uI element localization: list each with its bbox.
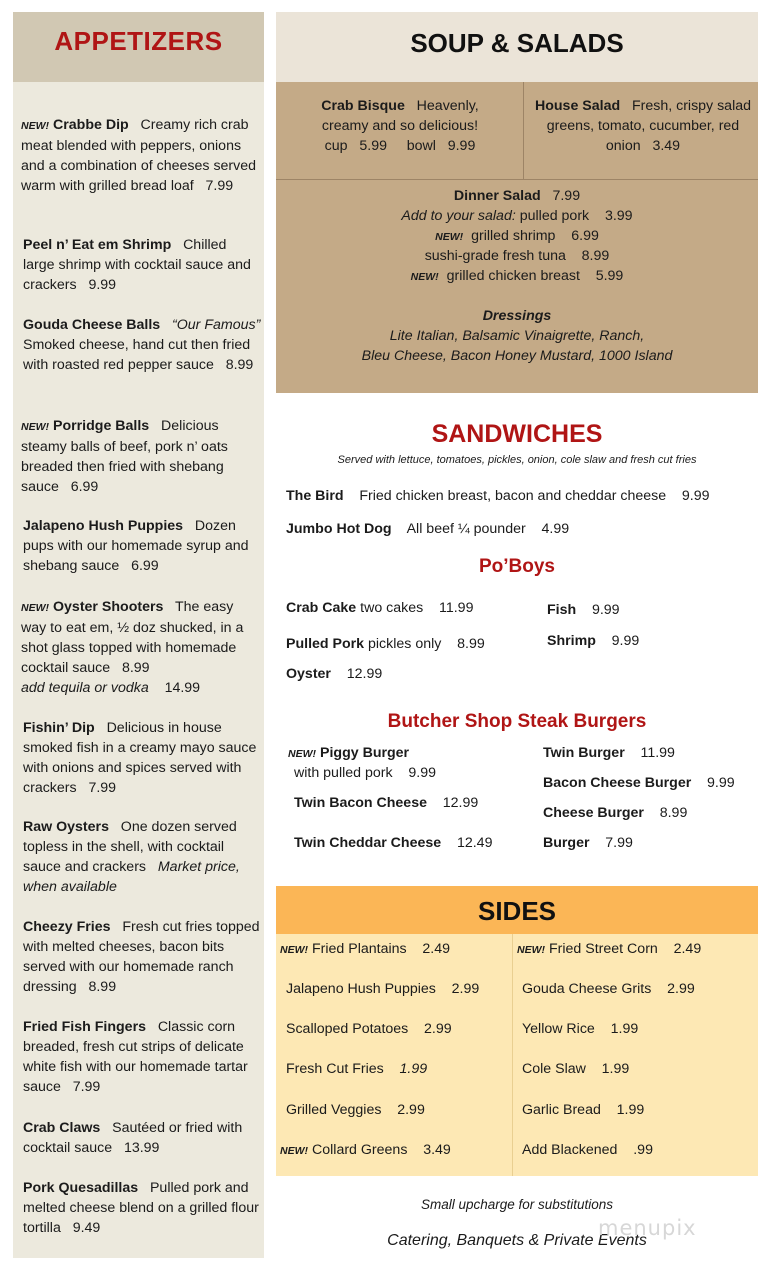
burger-item bbox=[294, 833, 492, 853]
poboy-item bbox=[547, 631, 639, 651]
burger-item bbox=[288, 743, 409, 764]
item-price: 9.99 bbox=[88, 277, 117, 293]
item-price: 9.99 bbox=[707, 775, 735, 791]
menu-item bbox=[23, 1118, 261, 1158]
appetizers-header bbox=[13, 12, 264, 82]
item-name: Crab Cake bbox=[286, 600, 357, 616]
new-badge: NEW! bbox=[435, 231, 464, 243]
addon-name: pulled pork bbox=[519, 208, 590, 224]
item-name: Fried Plantains bbox=[312, 941, 407, 957]
item-name: Crab Bisque bbox=[321, 98, 405, 114]
burger-item bbox=[543, 743, 675, 763]
item-description: Chilled large shrimp with cocktail sauce and crackers bbox=[23, 237, 251, 293]
new-badge: NEW! bbox=[21, 120, 49, 132]
addon-name: grilled shrimp bbox=[471, 228, 556, 244]
side-item bbox=[522, 1059, 629, 1079]
item-price: 12.99 bbox=[442, 795, 479, 811]
item-name: The Bird bbox=[286, 488, 344, 504]
item-name: Twin Burger bbox=[543, 745, 625, 761]
poboy-item bbox=[286, 598, 473, 618]
item-price: 2.99 bbox=[451, 981, 480, 997]
item-description: Pulled pork and melted cheese blend on a grilled flour tortilla bbox=[23, 1180, 259, 1236]
watermark: menupix bbox=[598, 1216, 697, 1240]
item-name: Raw Oysters bbox=[23, 819, 109, 835]
substitution-note: Small upcharge for substitutions bbox=[420, 1197, 614, 1212]
item-price: 2.49 bbox=[422, 941, 451, 957]
soup-salads-section bbox=[276, 12, 758, 393]
side-item bbox=[280, 1140, 451, 1161]
sandwiches-subtitle: Served with lettuce, tomatoes, pickles, onion, cole slaw and fresh cut fries bbox=[337, 454, 697, 466]
crab-bisque-item bbox=[302, 96, 498, 156]
side-item bbox=[286, 1019, 452, 1039]
item-price: 1.99 bbox=[601, 1061, 630, 1077]
new-badge: NEW! bbox=[21, 602, 49, 614]
item-price: 8.99 bbox=[88, 979, 117, 995]
item-description: Fresh cut fries topped with melted cheeses, bacon bits served with our homemade ranch dressing bbox=[23, 919, 260, 995]
addon-price: 3.99 bbox=[604, 208, 633, 224]
item-description: Fresh, crispy salad greens, tomato, cucumber, red onion bbox=[546, 98, 752, 154]
item-name: Jumbo Hot Dog bbox=[286, 521, 392, 537]
item-price: 2.49 bbox=[673, 941, 702, 957]
item-name: Cheezy Fries bbox=[23, 919, 111, 935]
item-price: 11.99 bbox=[439, 600, 474, 616]
item-name: Dinner Salad bbox=[453, 188, 541, 204]
item-price: 2.99 bbox=[424, 1021, 452, 1037]
item-name: Fried Fish Fingers bbox=[23, 1019, 146, 1035]
soup-salads-header bbox=[276, 12, 758, 82]
menu-item bbox=[23, 718, 261, 798]
item-name: Cheese Burger bbox=[543, 805, 644, 821]
addon-name: sushi-grade fresh tuna bbox=[424, 248, 566, 264]
item-price: 9.99 bbox=[681, 488, 710, 504]
item-price: 6.99 bbox=[131, 558, 159, 574]
item-description: Delicious in house smoked fish in a creamy mayo sauce with onions and spices served with crackers bbox=[23, 720, 257, 796]
side-item bbox=[517, 939, 701, 960]
burger-item bbox=[543, 803, 687, 823]
item-addon-price: 14.99 bbox=[164, 680, 201, 696]
item-description: pickles only bbox=[368, 636, 442, 652]
item-description: Fried chicken breast, bacon and cheddar cheese bbox=[359, 488, 667, 504]
item-name: Oyster Shooters bbox=[53, 599, 164, 615]
item-name: Shrimp bbox=[547, 633, 596, 649]
item-name: Twin Cheddar Cheese bbox=[294, 835, 442, 851]
sides-header bbox=[276, 886, 758, 934]
item-description: two cakes bbox=[360, 600, 424, 616]
item-name: Fishin’ Dip bbox=[23, 720, 95, 736]
dressings-line: Bleu Cheese, Bacon Honey Mustard, 1000 Island bbox=[361, 348, 673, 364]
item-price: 9.49 bbox=[72, 1220, 101, 1236]
item-price: Market price, when available bbox=[23, 859, 240, 895]
item-tag: “Our Famous” bbox=[172, 317, 261, 333]
new-badge: NEW! bbox=[21, 421, 49, 433]
item-price: 13.99 bbox=[123, 1140, 160, 1156]
item-name: Oyster bbox=[286, 666, 331, 682]
salad-addon bbox=[276, 226, 758, 247]
item-name: Add Blackened bbox=[522, 1142, 618, 1158]
menu-item bbox=[23, 235, 261, 295]
divider bbox=[523, 82, 524, 179]
house-salad-item bbox=[532, 96, 754, 156]
divider bbox=[276, 179, 758, 180]
sides-section bbox=[276, 886, 758, 1176]
side-item bbox=[522, 1140, 653, 1160]
item-name: Bacon Cheese Burger bbox=[543, 775, 692, 791]
events-note: Catering, Banquets & Private Events bbox=[387, 1232, 647, 1249]
item-name: Twin Bacon Cheese bbox=[294, 795, 427, 811]
cup-price: 5.99 bbox=[359, 138, 387, 154]
item-price: 1.99 bbox=[610, 1021, 639, 1037]
item-description: with pulled pork bbox=[294, 765, 393, 781]
item-name: Piggy Burger bbox=[320, 745, 410, 761]
divider bbox=[512, 934, 513, 1176]
item-description: Dozen pups with our homemade syrup and shebang sauce bbox=[23, 518, 249, 574]
burgers-title: Butcher Shop Steak Burgers bbox=[387, 711, 647, 732]
item-name: Peel n’ Eat em Shrimp bbox=[23, 237, 172, 253]
addon-label: Add to your salad: bbox=[401, 208, 516, 224]
item-name: Collard Greens bbox=[312, 1142, 408, 1158]
new-badge: NEW! bbox=[280, 944, 308, 956]
item-description: The easy way to eat em, ½ doz shucked, in a shot glass topped with homemade cocktail sauce bbox=[21, 599, 244, 676]
item-price: 11.99 bbox=[640, 745, 675, 761]
side-item bbox=[286, 1059, 427, 1079]
side-item bbox=[286, 979, 479, 999]
menu-item bbox=[23, 315, 261, 375]
item-name: Pulled Pork bbox=[286, 636, 365, 652]
burger-item bbox=[294, 793, 478, 813]
sandwich-item bbox=[286, 519, 569, 539]
soup-salads-title: SOUP & SALADS bbox=[410, 28, 624, 58]
new-badge: NEW! bbox=[410, 271, 439, 283]
item-name: Gouda Cheese Balls bbox=[23, 317, 161, 333]
item-name: Scalloped Potatoes bbox=[286, 1021, 409, 1037]
item-name: Jalapeno Hush Puppies bbox=[286, 981, 436, 997]
item-description: All beef ¼ pounder bbox=[406, 521, 526, 537]
item-name: Fresh Cut Fries bbox=[286, 1061, 384, 1077]
item-price: 9.99 bbox=[408, 765, 436, 781]
item-price: 7.99 bbox=[72, 1079, 101, 1095]
menu-item bbox=[23, 817, 261, 897]
item-description: One dozen served topless in the shell, with cocktail sauce and crackers bbox=[23, 819, 237, 875]
item-price: 4.99 bbox=[541, 521, 570, 537]
addon-price: 6.99 bbox=[571, 228, 599, 244]
item-name: Garlic Bread bbox=[522, 1102, 601, 1118]
item-price: 7.99 bbox=[205, 178, 234, 194]
item-description: Classic corn breaded, fresh cut strips of delicate white fish with our homemade tartar sauce bbox=[23, 1019, 248, 1095]
item-description: Creamy rich crab meat blended with peppers, onions and a combination of cheeses served warm with grilled bread loaf bbox=[21, 117, 257, 194]
item-description: Delicious steamy balls of beef, pork n’ oats breaded then fried with shebang sauce bbox=[21, 418, 228, 495]
side-item bbox=[286, 1100, 425, 1120]
item-price: 3.49 bbox=[652, 138, 681, 154]
poboy-item bbox=[286, 634, 485, 654]
item-price: 9.99 bbox=[611, 633, 640, 649]
menu-item bbox=[23, 1178, 261, 1238]
salad-addon bbox=[276, 246, 758, 266]
burger-item-detail bbox=[294, 763, 436, 783]
appetizers-section bbox=[13, 12, 264, 1258]
item-name: Jalapeno Hush Puppies bbox=[23, 518, 184, 534]
item-addon: add tequila or vodka bbox=[21, 680, 149, 696]
addon-price: 8.99 bbox=[581, 248, 610, 264]
burger-item bbox=[543, 833, 633, 853]
item-price: 8.99 bbox=[457, 636, 485, 652]
item-name: Crab Claws bbox=[23, 1120, 101, 1136]
new-badge: NEW! bbox=[288, 748, 316, 760]
item-price: 9.99 bbox=[591, 602, 620, 618]
new-badge: NEW! bbox=[517, 944, 545, 956]
item-name: Burger bbox=[543, 835, 590, 851]
item-price: 1.99 bbox=[616, 1102, 645, 1118]
item-name: Gouda Cheese Grits bbox=[522, 981, 652, 997]
bowl-price: 9.99 bbox=[447, 138, 476, 154]
item-price: 12.99 bbox=[346, 666, 383, 682]
side-item bbox=[522, 1019, 638, 1039]
item-price: 8.99 bbox=[225, 357, 254, 373]
item-name: Fish bbox=[547, 602, 577, 618]
item-price: 12.49 bbox=[456, 835, 493, 851]
side-item bbox=[522, 979, 695, 999]
dressings-title: Dressings bbox=[482, 308, 552, 324]
addon-name: grilled chicken breast bbox=[446, 268, 580, 284]
appetizers-title: APPETIZERS bbox=[54, 26, 223, 56]
item-name: Fried Street Corn bbox=[549, 941, 658, 957]
dinner-salad-item bbox=[276, 186, 758, 206]
sandwiches-title: SANDWICHES bbox=[431, 420, 603, 448]
item-price: 7.99 bbox=[552, 188, 581, 204]
item-name: Yellow Rice bbox=[522, 1021, 595, 1037]
item-description: Sautéed or fried with cocktail sauce bbox=[23, 1120, 243, 1156]
menu-item bbox=[23, 917, 261, 997]
menu-item bbox=[21, 416, 259, 497]
item-price: 2.99 bbox=[397, 1102, 425, 1118]
item-price: 1.99 bbox=[399, 1061, 428, 1077]
addon-price: 5.99 bbox=[595, 268, 624, 284]
poboy-item bbox=[286, 664, 382, 684]
item-name: Cole Slaw bbox=[522, 1061, 586, 1077]
item-name: Crabbe Dip bbox=[53, 117, 129, 133]
side-item bbox=[280, 939, 450, 960]
item-description: Heavenly, creamy and so delicious! bbox=[321, 98, 479, 134]
menu-item bbox=[21, 115, 259, 196]
bowl-label: bowl bbox=[406, 138, 436, 154]
item-name: Grilled Veggies bbox=[286, 1102, 382, 1118]
poboys-title: Po’Boys bbox=[478, 556, 556, 577]
salad-addon bbox=[276, 266, 758, 287]
new-badge: NEW! bbox=[280, 1145, 308, 1157]
item-name: Pork Quesadillas bbox=[23, 1180, 139, 1196]
menu-item bbox=[21, 597, 259, 698]
item-price: 3.49 bbox=[423, 1142, 451, 1158]
burger-item bbox=[543, 773, 735, 793]
item-price: 7.99 bbox=[88, 780, 117, 796]
side-item bbox=[522, 1100, 644, 1120]
item-price: 8.99 bbox=[121, 660, 150, 676]
item-price: .99 bbox=[633, 1142, 653, 1158]
item-name: Porridge Balls bbox=[53, 418, 150, 434]
sandwich-item bbox=[286, 486, 710, 506]
item-price: 2.99 bbox=[667, 981, 695, 997]
item-description: Smoked cheese, hand cut then fried with roasted red pepper sauce bbox=[23, 337, 251, 373]
sides-title: SIDES bbox=[477, 896, 557, 926]
item-name: House Salad bbox=[534, 98, 621, 114]
item-price: 7.99 bbox=[605, 835, 633, 851]
menu-item bbox=[23, 516, 261, 576]
item-price: 8.99 bbox=[659, 805, 688, 821]
poboy-item bbox=[547, 600, 620, 620]
item-price: 6.99 bbox=[70, 479, 99, 495]
menu-item bbox=[23, 1017, 261, 1097]
dressings-line: Lite Italian, Balsamic Vinaigrette, Ranch, bbox=[389, 328, 645, 344]
salad-addon bbox=[276, 206, 758, 226]
cup-label: cup bbox=[324, 138, 348, 154]
